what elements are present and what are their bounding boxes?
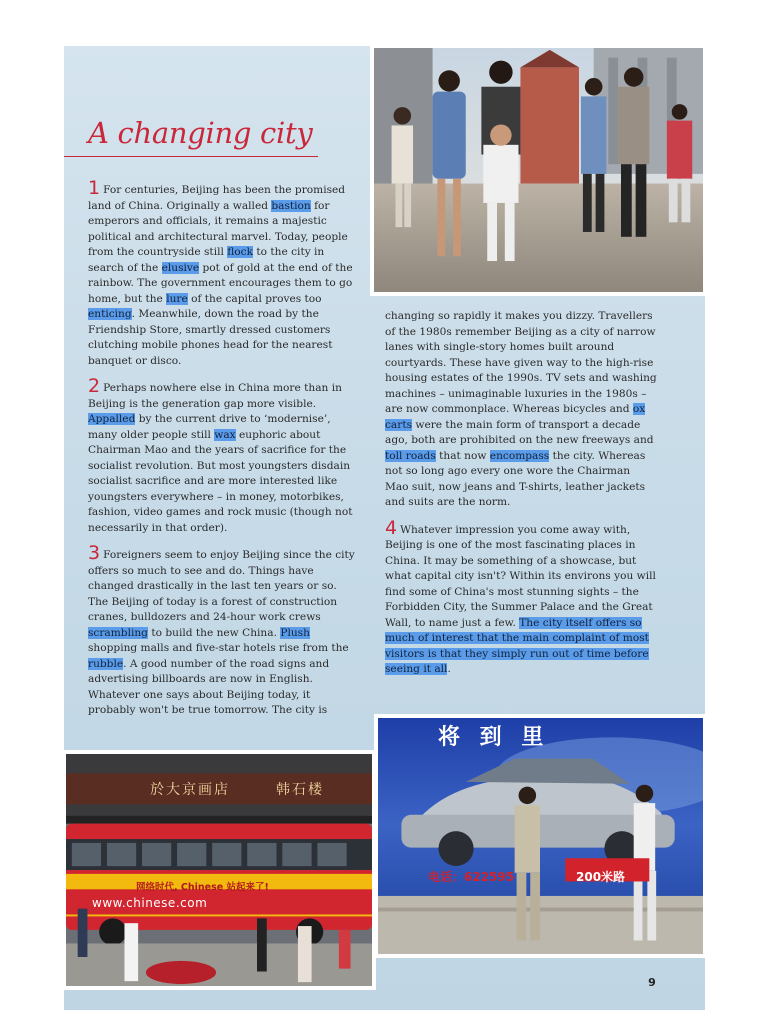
text-run: of the capital proves too [187,292,322,305]
paragraph-2 [88,375,358,536]
highlighted-word: Appalled [88,413,136,425]
highlighted-word: toll roads [385,449,436,462]
text-run: euphoric about Chairman Mao and the years of sacrifice for the socialist revolution. But most youngsters disdain socialist sacrifice and are more interested like youngsters everywhere – in money, motorbikes, fashion, video games and rock music (though not necessarily in that order). [88,428,353,534]
shop-sign-right: 韩石楼 [276,782,324,798]
text-run: . Meanwhile, down the road by the Friendship Store, smartly dressed customers clutching mobile phones head for the nearest banquet or disco. [88,308,333,367]
section-number: 4 [385,516,398,539]
text-run: to the city in search of the [88,246,325,274]
bus-banner-text: 网络时代, Chinese 站起来了! [136,882,269,893]
section-number: 1 [88,177,101,199]
highlighted-word: lure [166,292,188,305]
section-number: 3 [88,542,101,564]
text-run: that now [435,449,490,462]
section-number: 2 [88,375,101,397]
text-run: . [447,663,451,675]
highlighted-word: scrambling [88,626,148,639]
text-run: changing so rapidly it makes you dizzy. Travellers of the 1980s remember Beijing as a city of narrow lanes with single-story homes built around courtyards. These have given way to the high-rise housing estates of the 1990s. TV sets and washing machines – unimaginable luxuries in the 1980s – are now commonplace. Whereas bicycles and [385,310,657,415]
highlighted-word: rubble [88,657,124,670]
billboard-phone: 电话：622595 [428,870,515,884]
photo-car-billboard [374,714,705,958]
page-title: A changing city [88,116,313,150]
magazine-page [64,46,705,1010]
highlighted-word: encompass [489,449,550,462]
title-underline [64,156,318,157]
paragraph-4 [385,516,657,678]
text-column-right [385,309,657,690]
paragraph-3 [88,542,358,719]
text-run: pot of gold at the end of the rainbow. The government encourages them to go home, but the [88,261,353,305]
billboard-illustration [378,718,703,954]
highlighted-word: bastion [271,199,311,212]
text-column-left [88,177,358,719]
highlighted-word: enticing [88,308,132,320]
street-crowd-illustration [374,48,703,292]
text-run: shopping malls and five-star hotels rise from the [88,642,349,654]
bus-url-text: www.chinese.com [92,896,208,910]
highlighted-word: flock [227,246,254,258]
paragraph-3-continued [385,309,657,511]
photo-street-crowd [370,46,705,296]
text-run: by the current drive to ‘modernise’, many older people still [88,413,331,441]
billboard-headline: 将 到 里 [438,725,550,750]
text-run: Whatever impression you come away with, Beijing is one of the most fascinating places in China. It may be something of a showcase, but what capital city isn't? Within its environs you will find some of China's most stunning sights – the Forbidden City, the Summer Palace and the Great Wall, to name just a few. [385,523,656,629]
billboard-distance: 200米路 [576,870,626,884]
text-run: were the main form of transport a decade ago, both are prohibited on the new freeways and [385,418,654,446]
text-run: For centuries, Beijing has been the promised land of China. Originally a walled [88,184,346,212]
highlighted-word: wax [214,428,236,441]
highlighted-word: elusive [161,261,200,274]
text-run: the city. Whereas not so long ago every one wore the Chairman Mao suit, now jeans and T-shirts, leather jackets and suits are the norm. [385,449,646,508]
text-run: for emperors and officials, it remains a majestic political and architectural marvel. Today, people from the countryside still [88,199,348,258]
highlighted-word: ox carts [385,403,646,431]
photo-red-bus [64,750,376,990]
text-run: Perhaps nowhere else in China more than in Beijing is the generation gap more visible. [88,382,342,410]
page-number: 9 [648,976,656,989]
text-run: Foreigners seem to enjoy Beijing since the city offers so much to see and do. Things have changed drastically in the last ten years or so. The Beijing of today is a forest of construction cranes, bulldozers and 24-hour work crews [88,549,355,623]
highlighted-word: The city itself offers so much of interest that the main complaint of most visitors is that they simply run out of time before seeing it all [385,616,649,675]
paragraph-1 [88,177,358,369]
text-run: to build the new China. [147,626,281,639]
highlighted-word: Plush [280,626,310,639]
text-run: . A good number of the road signs and advertising billboards are now in English. Whatever one says about Beijing today, it probably won't be true tomorrow. The city is [88,657,330,716]
shop-sign: 於大京画店 [150,782,230,798]
